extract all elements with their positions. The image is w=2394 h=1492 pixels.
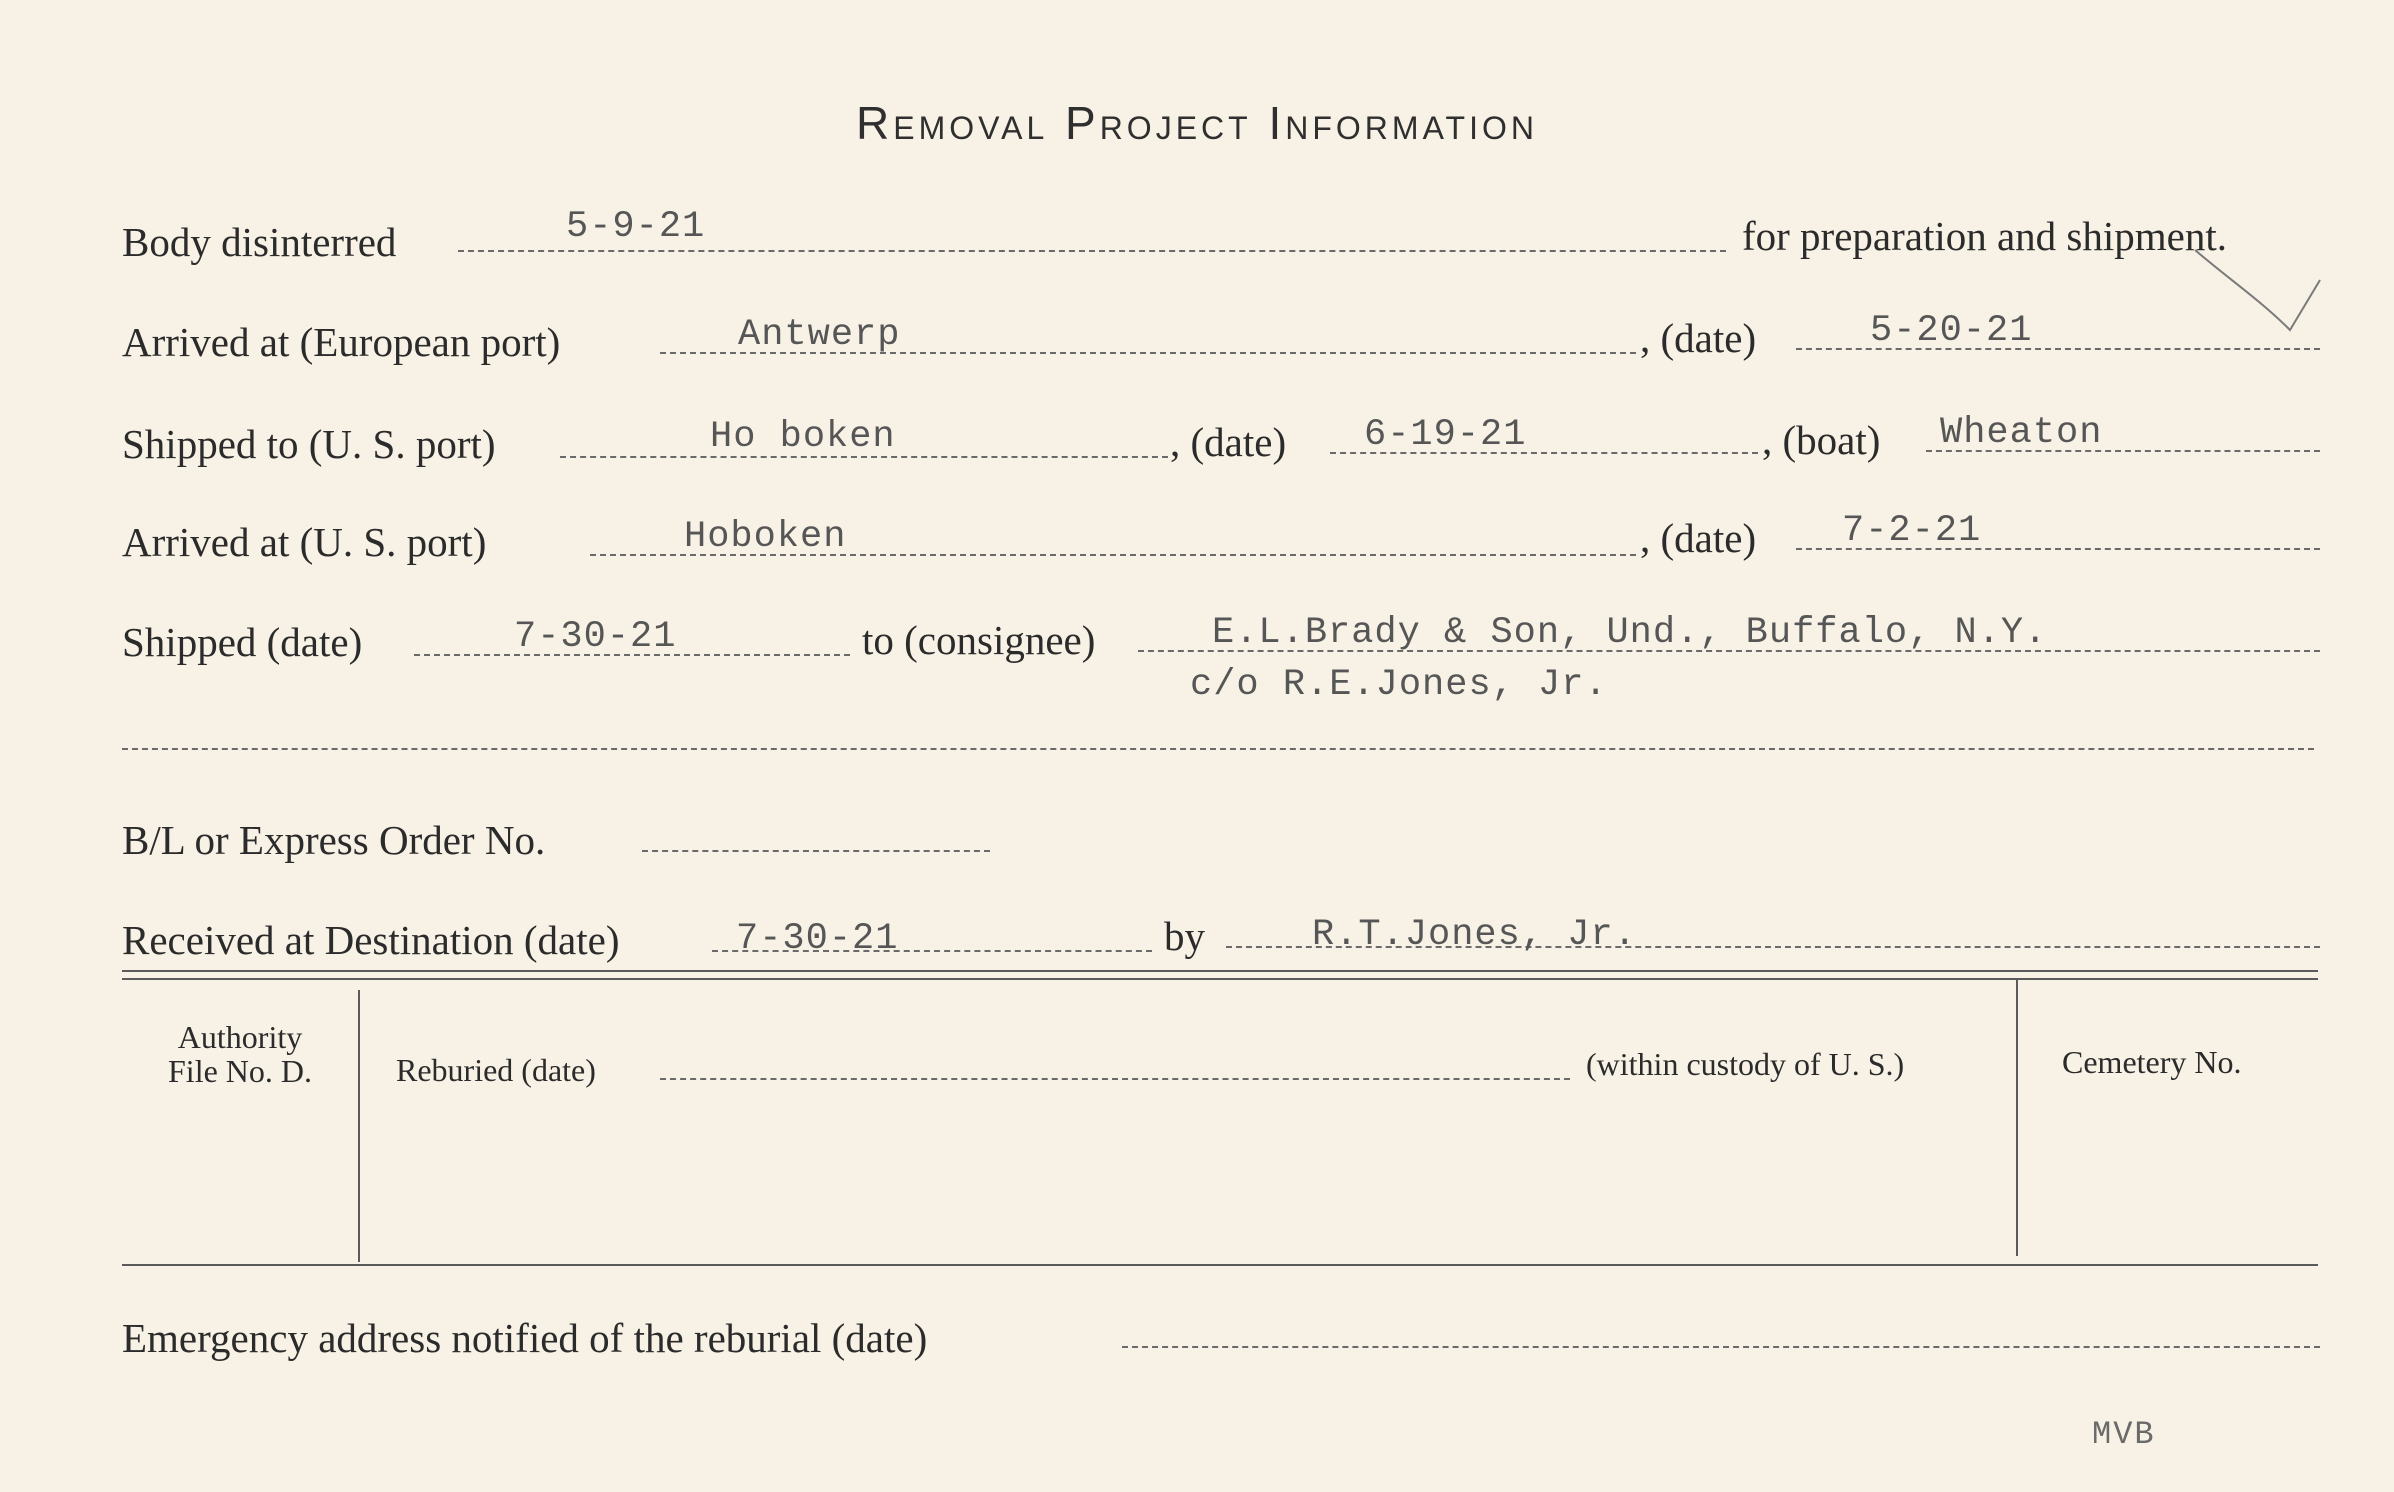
box-top-rule-2 [122,978,2318,980]
box-top-rule-1 [122,970,2318,972]
arrived-us-date-label: , (date) [1640,515,1757,561]
emergency-line [1122,1346,2320,1348]
body-disinterred-line [458,250,1726,252]
bl-order-line [642,850,990,852]
authority-line2: File No. D. [168,1053,312,1089]
arrived-us-label: Arrived at (U. S. port) [122,519,487,565]
shipped-date-label: Shipped (date) [122,619,363,665]
box-divider-left [358,990,360,1262]
shipped-us-label: Shipped to (U. S. port) [122,421,496,467]
shipped-us-date-label: , (date) [1170,419,1287,465]
received-by-value: R.T.Jones, Jr. [1312,914,1637,956]
clerk-initials: MVB [2092,1416,2156,1453]
consignee-label: to (consignee) [862,617,1096,663]
consignee-line1: E.L.Brady & Son, Und., Buffalo, N.Y. [1212,612,2048,654]
box-divider-right [2016,980,2018,1256]
shipped-us-boat-value: Wheaton [1940,412,2103,454]
arrived-european-date-label: , (date) [1640,315,1757,361]
cemetery-label: Cemetery No. [2062,1044,2242,1080]
shipped-us-date-value: 6-19-21 [1364,414,1527,456]
arrived-european-date-value: 5-20-21 [1870,310,2033,352]
bl-order-label: B/L or Express Order No. [122,817,546,863]
received-label: Received at Destination (date) [122,917,620,963]
pencil-mark [2190,240,2330,340]
authority-line1: Authority [177,1019,303,1055]
body-disinterred-label: Body disinterred [122,219,397,265]
emergency-label: Emergency address notified of the reburial (date) [122,1315,928,1361]
arrived-us-value: Hoboken [684,516,847,558]
body-disinterred-value: 5-9-21 [566,206,706,248]
reburied-line [660,1078,1570,1080]
blank-dashed-line [122,748,2314,750]
custody-label: (within custody of U. S.) [1586,1046,1905,1082]
reburied-label: Reburied (date) [396,1052,596,1088]
received-by-label: by [1164,913,1205,959]
consignee-line2: c/o R.E.Jones, Jr. [1190,664,1608,706]
arrived-us-date-value: 7-2-21 [1842,510,1982,552]
shipped-us-boat-label: , (boat) [1762,417,1881,463]
card-title: Removal Project Information [856,97,1538,149]
body-disinterred-suffix: for preparation and shipment. [1742,213,2228,259]
shipped-us-value: Ho boken [710,416,896,458]
box-bottom-rule [122,1264,2318,1266]
arrived-european-label: Arrived at (European port) [122,319,561,365]
authority-file-label [122,1020,358,1088]
arrived-european-value: Antwerp [738,314,901,356]
shipped-date-value: 7-30-21 [514,616,677,658]
received-date-value: 7-30-21 [736,918,899,960]
